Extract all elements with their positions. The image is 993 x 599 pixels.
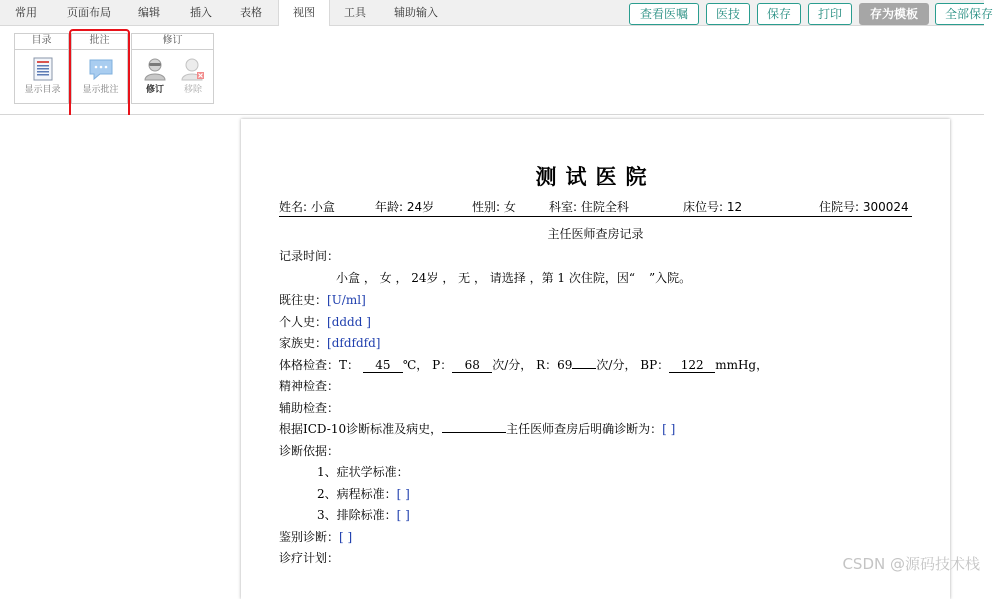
blood-pressure-label: BP： [640,358,670,372]
patient-department: 科室: 住院全科 [549,200,629,214]
revision-group-title: 修订 [132,34,213,50]
family-history-field[interactable]: [dfdfdfd] [327,336,381,350]
blood-pressure-field[interactable]: 122 [669,358,715,373]
differential-field[interactable]: [ ] [339,530,353,544]
patient-gender: 性别: 女 [472,200,516,214]
physical-exam-label: 体格检查： [279,358,340,372]
icd-text-pre: 根据ICD-10诊断标准及病史， [279,422,443,436]
record-time-label: 记录时间： [279,249,340,263]
comment-group-highlight-box [69,29,130,119]
icd-diagnosis-field[interactable]: [ ] [662,422,676,436]
remove-reviewer-icon [180,57,206,81]
tab-edit[interactable]: 编辑 [138,6,160,19]
patient-header-row [279,197,912,217]
pulse-field[interactable]: 68 [452,358,492,373]
family-history-row [279,334,380,351]
pulse-label: P： [432,358,453,372]
tech-button[interactable]: 医技 [706,3,750,25]
intro-text-post: ”入院。 [649,271,692,285]
physical-exam-row [279,356,768,373]
tab-tools[interactable]: 工具 [344,6,366,19]
revise-label: 修订 [145,85,164,95]
criteria-3-field[interactable]: [ ] [396,508,410,522]
remove-label: 移除 [183,85,202,95]
document-canvas [0,115,984,578]
blood-pressure-unit: mmHg， [715,358,769,372]
patient-age: 年龄: 24岁 [375,200,435,214]
tab-assist-input[interactable]: 辅助输入 [394,6,438,19]
menu-tab-bar [0,0,993,26]
toc-group-title: 目录 [15,34,68,50]
tab-view[interactable]: 视图 [278,0,330,26]
mental-exam-label: 精神检查： [279,379,340,393]
temperature-field[interactable]: 45 [363,358,403,373]
past-history-row [279,291,366,308]
icd-diagnosis-row [279,420,675,437]
save-as-template-button[interactable]: 存为模板 [859,3,929,25]
tab-insert[interactable]: 插入 [190,6,212,19]
respiration-underline [572,368,596,369]
view-orders-button[interactable]: 查看医嘱 [629,3,699,25]
show-toc-label: 显示目录 [24,85,61,95]
revision-group [131,33,214,104]
personal-history-field[interactable]: [dddd ] [327,315,371,329]
temperature-label: T： [339,358,360,372]
admission-number: 住院号: 300024 [819,200,909,214]
criteria-2-field[interactable]: [ ] [396,487,410,501]
save-button[interactable]: 保存 [757,3,801,25]
respiration-unit: 次/分， [596,358,637,372]
show-comment-label: 显示批注 [82,85,119,95]
differential-label: 鉴别诊断： [279,530,340,544]
past-history-label: 既往史： [279,293,328,307]
criteria-3-label: 3、排除标准： [317,508,397,522]
temperature-unit: ℃， [402,358,429,372]
comment-group-title: 批注 [72,34,127,50]
intro-text-pre: 小盒 ， 女 ， 24岁 ， 无 ， 请选择 ，第 1 次住院，因“ [336,271,635,285]
diagnosis-basis-label: 诊断依据： [279,444,340,458]
past-history-field[interactable]: [U/ml] [327,293,366,307]
print-button[interactable]: 打印 [808,3,852,25]
aux-exam-label: 辅助检查： [279,401,340,415]
record-subtitle: 主任医师查房记录 [547,227,644,241]
criteria-1-label: 1、症状学标准： [317,465,409,479]
criteria-2-label: 2、病程标准： [317,487,397,501]
tab-table[interactable]: 表格 [240,6,262,19]
criteria-row-1 [317,463,409,480]
icd-blank-field[interactable] [442,432,506,433]
patient-bed: 床位号: 12 [683,200,743,214]
ribbon-panel [0,26,984,115]
criteria-row-3 [317,506,410,523]
reviewer-user-icon [142,57,168,81]
show-toc-button[interactable] [15,52,70,100]
family-history-label: 家族史： [279,336,328,350]
respiration-field[interactable]: 69 [557,358,573,372]
personal-history-row [279,313,371,330]
icd-text-post: 主任医师查房后明确诊断为： [506,422,663,436]
pulse-unit: 次/分， [492,358,533,372]
tab-page-layout[interactable]: 页面布局 [67,6,111,19]
personal-history-label: 个人史： [279,315,328,329]
toc-group [14,33,69,104]
watermark: CSDN @源码技术栈 [842,555,980,573]
save-all-button[interactable]: 全部保存 [935,3,984,25]
intro-paragraph[interactable] [336,269,691,286]
respiration-label: R： [536,358,558,372]
document-page [241,119,950,599]
criteria-row-2 [317,485,410,502]
revise-button[interactable] [136,52,174,100]
patient-name: 姓名: 小盒 [279,200,335,214]
remove-revision-button[interactable] [174,52,212,100]
table-of-contents-icon [32,57,54,81]
tab-common[interactable]: 常用 [15,6,37,19]
treatment-plan-label: 诊疗计划： [279,551,340,565]
differential-row [279,528,352,545]
hospital-title: 测试医院 [535,164,656,189]
